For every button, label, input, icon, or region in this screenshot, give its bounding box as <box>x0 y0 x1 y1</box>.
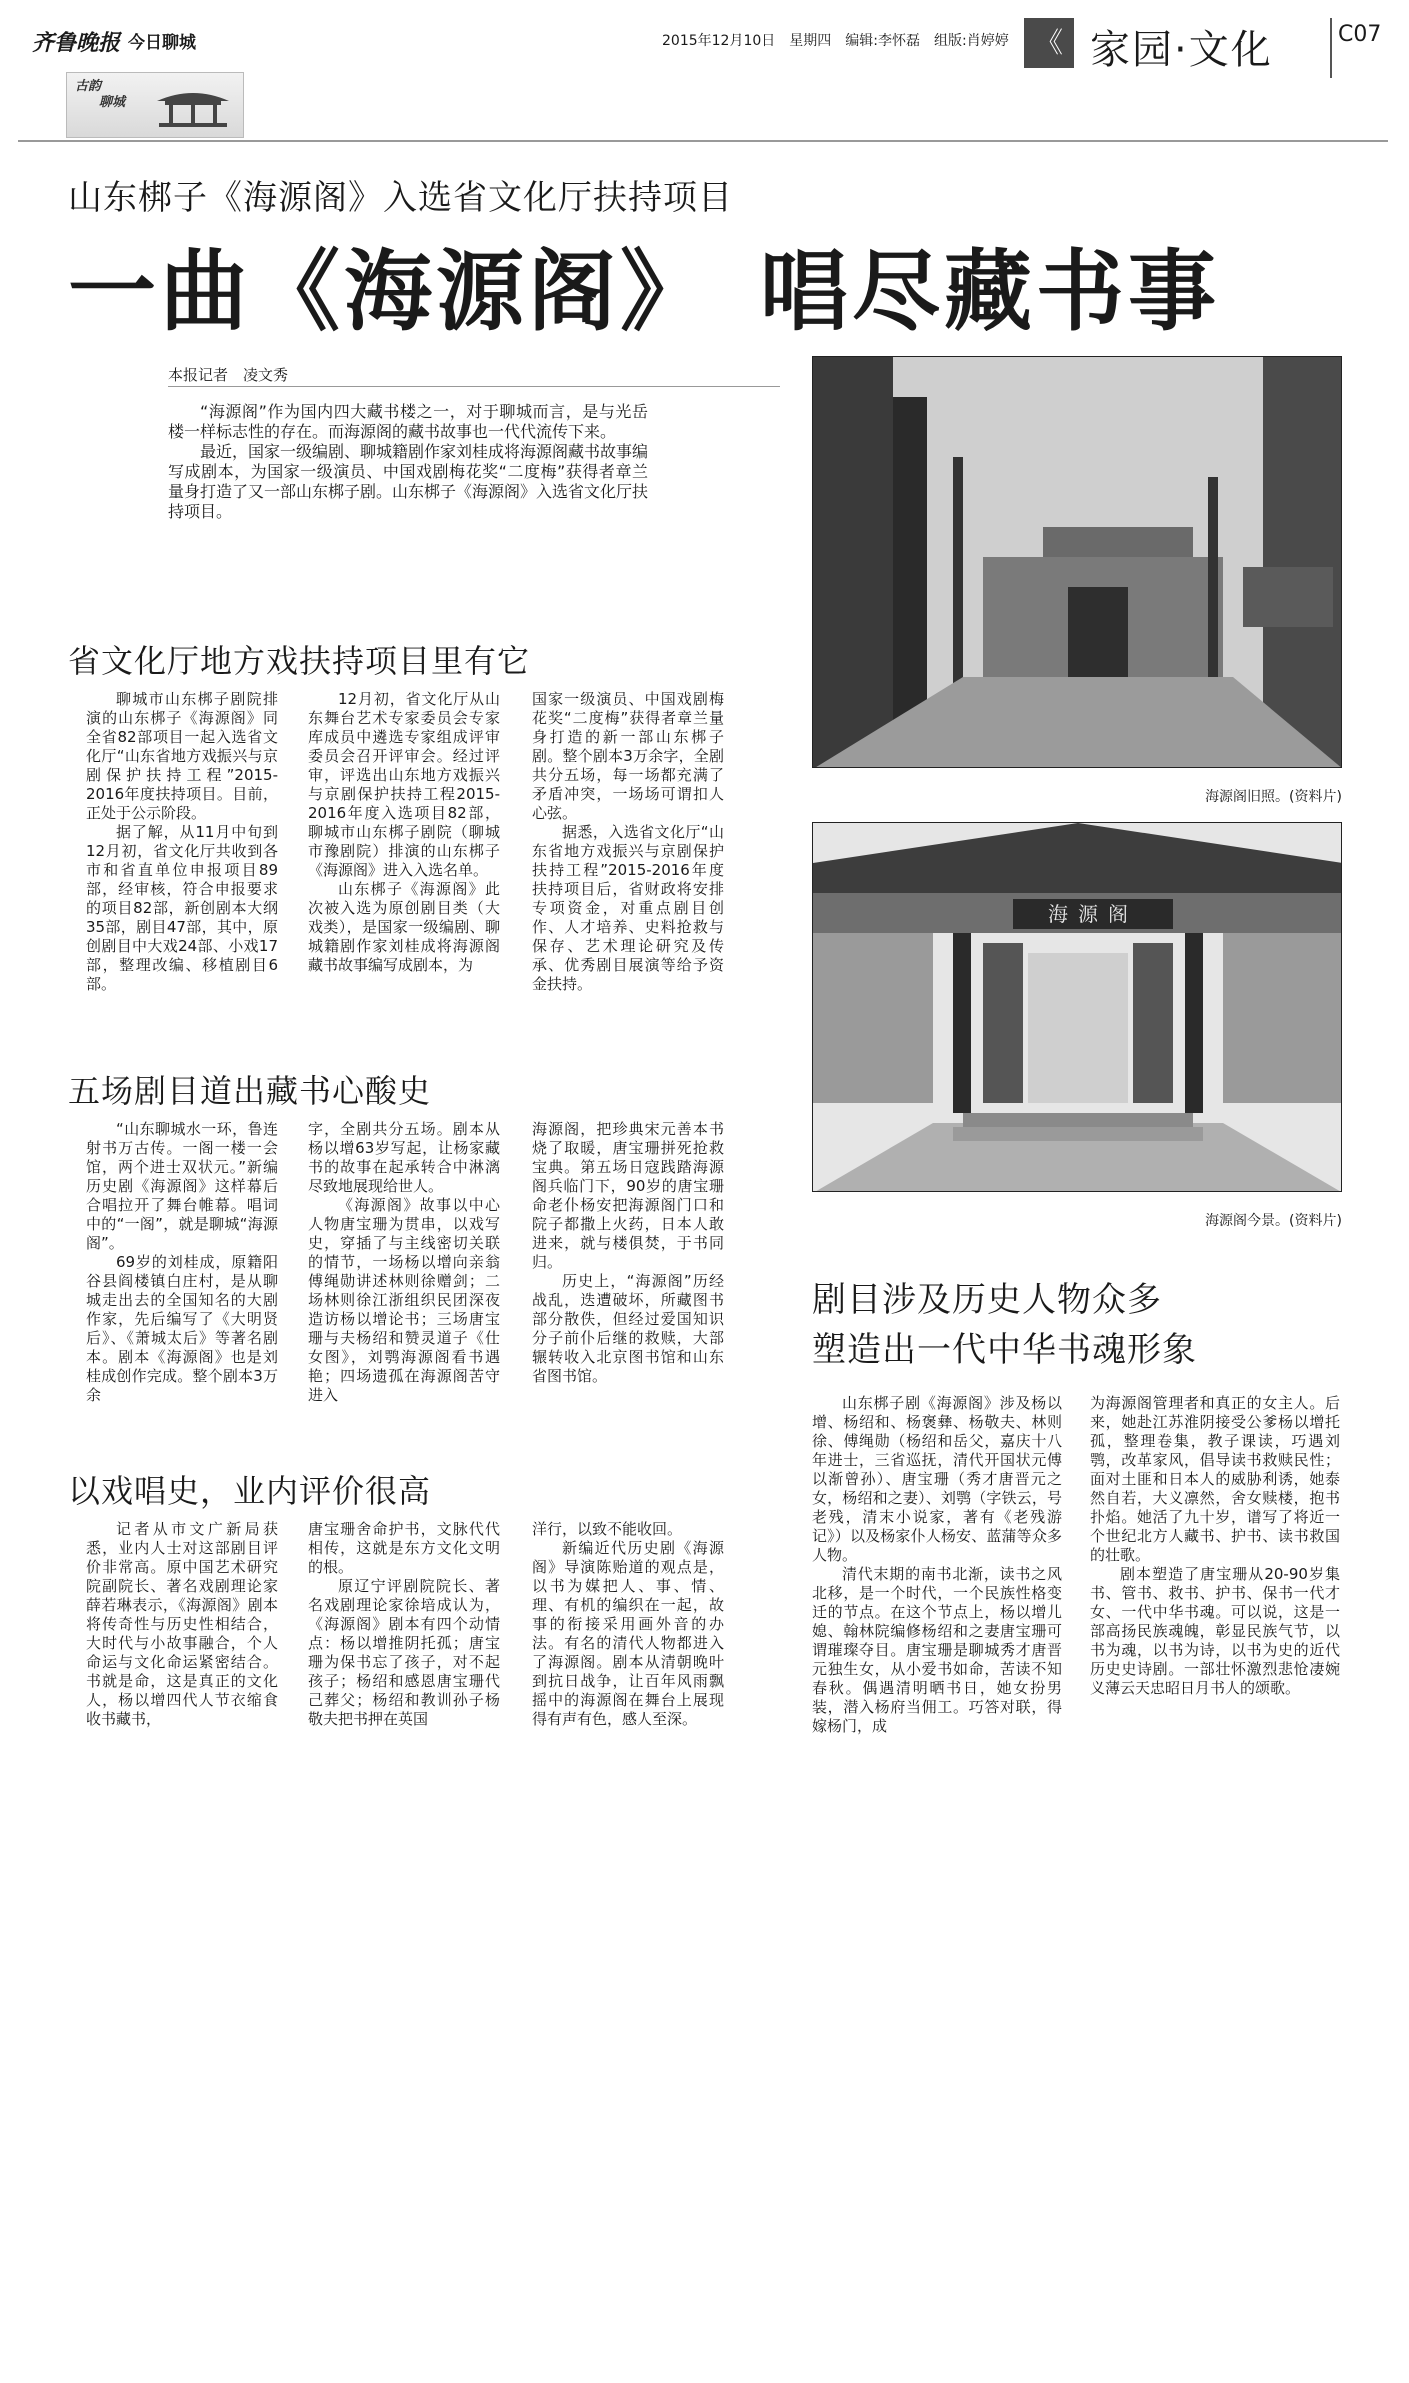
newspaper-name: 齐鲁晚报 <box>32 30 121 56</box>
lead-paragraphs <box>168 402 648 522</box>
photo-new-drawing <box>813 823 1342 1192</box>
section1-col2: 12月初，省文化厅从山东舞台艺术专家委员会专家库成员中遴选专家组成评审委员会召开评审会。经过评审，评选出山东地方戏振兴与京剧保护扶持工程2015-2016年度入选项目82部，聊城市山东梆子剧院（聊城市豫剧院）排演的山东梆子《海源阁》进入入选名单。 山东梆子《海源阁》此次被入选为原创剧目类（大戏类），是国家一级编剧、聊城籍剧作家刘桂成将海源阁藏书故事编写成剧本，为 <box>308 690 500 974</box>
byline-rule <box>168 386 780 387</box>
pavilion-icon <box>153 83 233 131</box>
plaque-text: 海源阁 <box>1048 902 1138 926</box>
divider <box>1330 18 1332 78</box>
photo-old-haiyuange <box>812 356 1342 768</box>
subhead-4-line1: 剧目涉及历史人物众多 <box>812 1280 1162 1320</box>
byline: 本报记者 凌文秀 <box>168 366 289 384</box>
column-logo <box>66 72 244 138</box>
section2-col3: 海源阁，把珍典宋元善本书烧了取暖，唐宝珊拼死抢救宝典。第五场日寇践踏海源阁兵临门下，90岁的唐宝珊命老仆杨安把海源阁门口和院子都撒上火药，日本人敢进来，就与楼俱焚，于书同归。 历史上，“海源阁”历经战乱，迭遭破坏，所藏图书部分散佚，但经过爱国知识分子前仆后继的救赎，大部辗转收入北京图书馆和山东省图书馆。 <box>532 1120 724 1385</box>
section3-col3: 洋行，以致不能收回。 新编近代历史剧《海源阁》导演陈贻道的观点是，以书为媒把人、事、情、理、有机的编织在一起，故事的衔接采用画外音的办法。有名的清代人物都进入了海源阁。剧本从清朝晚叶到抗日战争，让百年风雨飘摇中的海源阁在舞台上展现得有声有色，感人至深。 <box>532 1520 724 1728</box>
issue-meta: 2015年12月10日 星期四 编辑:李怀磊 组版:肖婷婷 <box>662 33 1009 49</box>
caption-old-photo: 海源阁旧照。(资料片) <box>1205 789 1342 805</box>
section1-col1: 聊城市山东梆子剧院排演的山东梆子《海源阁》同全省82部项目一起入选省文化厅“山东省地方戏振兴与京剧保护扶持工程”2015-2016年度扶持项目。目前，正处于公示阶段。 据了解，从11月中旬到12月初，省文化厅共收到各市和省直单位申报项目89部，经审核，符合申报要求的项目82部，新创剧本大纲35部，剧目47部，其中，原创剧目中大戏24部、小戏17部，整理改编、移植剧目6部。 <box>86 690 278 993</box>
subhead-1: 省文化厅地方戏扶持项目里有它 <box>68 642 531 680</box>
photo-old-drawing <box>813 357 1342 768</box>
section3-col1: 记者从市文广新局获悉，业内人士对这部剧目评价非常高。原中国艺术研究院副院长、著名戏剧理论家薛若琳表示，《海源阁》剧本将传奇性与历史性相结合，大时代与小故事融合，个人命运与文化命运紧密结合。书就是命，这是真正的文化人，杨以增四代人节衣缩食收书藏书， <box>86 1520 278 1728</box>
page-number: C07 <box>1338 22 1382 47</box>
logo-text: 古韵 聊城 <box>75 79 126 110</box>
page-title: 家园·文化 <box>1090 27 1273 73</box>
chevron-left-icon: 《 <box>1024 18 1074 68</box>
section-name: 今日聊城 <box>128 33 196 53</box>
caption-new-photo: 海源阁今景。(资料片) <box>1205 1213 1342 1229</box>
photo-new-haiyuange <box>812 822 1342 1192</box>
article-kicker: 山东梆子《海源阁》入选省文化厅扶持项目 <box>68 178 733 218</box>
subhead-2: 五场剧目道出藏书心酸史 <box>68 1072 432 1110</box>
section2-col2: 字，全剧共分五场。剧本从杨以增63岁写起，让杨家藏书的故事在起承转合中淋漓尽致地展现给世人。 《海源阁》故事以中心人物唐宝珊为贯串，以戏写史，穿插了与主线密切关联的情节，一场杨以增向亲翁傅绳勋讲述林则徐赠剑；二场林则徐江浙组织民团深夜造访杨以增论书；三场唐宝珊与夫杨绍和赞灵道子《仕女图》，刘鹗海源阁看书遇艳；四场遗孤在海源阁苦守进入 <box>308 1120 500 1404</box>
header-rule <box>18 140 1388 142</box>
subhead-3: 以戏唱史，业内评价很高 <box>68 1472 432 1510</box>
lead-paragraph: “海源阁”作为国内四大藏书楼之一，对于聊城而言，是与光岳楼一样标志性的存在。而海源阁的藏书故事也一代代流传下来。 <box>168 402 648 441</box>
section1-col3: 国家一级演员、中国戏剧梅花奖“二度梅”获得者章兰量身打造的新一部山东梆子剧。整个剧本3万余字，全剧共分五场，每一场都充满了矛盾冲突，一场场可谓扣人心弦。 据悉，入选省文化厅“山东省地方戏振兴与京剧保护扶持工程”2015-2016年度扶持项目后，省财政将安排专项资金，对重点剧目创作、人才培养、史料抢救与保存、艺术理论研究及传承、优秀剧目展演等给予资金扶持。 <box>532 690 724 993</box>
section3-col2: 唐宝珊舍命护书，文脉代代相传，这就是东方文化文明的根。 原辽宁评剧院院长、著名戏剧理论家徐培成认为，《海源阁》剧本有四个动情点：杨以增推阴托孤；唐宝珊为保书忘了孩子，对不起孩子；杨绍和感恩唐宝珊代己葬父；杨绍和教训孙子杨敬夫把书押在英国 <box>308 1520 500 1728</box>
section4-col1: 山东梆子剧《海源阁》涉及杨以增、杨绍和、杨褒彝、杨敬夫、林则徐、傅绳勋（杨绍和岳父，嘉庆十八年进士，三省巡抚，清代开国状元傅以渐曾孙）、唐宝珊（秀才唐晋元之女，杨绍和之妻）、刘鹗（字铁云，号老残，清末小说家，著有《老残游记》）以及杨家仆人杨安、蓝蒲等众多人物。 清代末期的南书北渐，读书之风北移，是一个时代，一个民族性格变迁的节点。在这个节点上，杨以增儿媳、翰林院编修杨绍和之妻唐宝珊可谓璀璨夺目。唐宝珊是聊城秀才唐晋元独生女，从小爱书如命，苦读不知春秋。偶遇清明晒书日，她女扮男装，潜入杨府当佣工。巧答对联，得嫁杨门，成 <box>812 1394 1062 1735</box>
subhead-4-line2: 塑造出一代中华书魂形象 <box>812 1330 1197 1370</box>
article-headline: 一曲《海源阁》 唱尽藏书事 <box>68 240 1221 343</box>
lead-paragraph: 最近，国家一级编剧、聊城籍剧作家刘桂成将海源阁藏书故事编写成剧本，为国家一级演员、中国戏剧梅花奖“二度梅”获得者章兰量身打造了又一部山东梆子剧。山东梆子《海源阁》入选省文化厅扶持项目。 <box>168 442 649 521</box>
section2-col1: “山东聊城水一环，鲁连射书万古传。一阁一楼一会馆，两个进士双状元。”新编历史剧《海源阁》这样幕后合唱拉开了舞台帷幕。唱词中的“一阁”，就是聊城“海源阁”。 69岁的刘桂成，原籍阳谷县阎楼镇白庄村，是从聊城走出去的全国知名的大剧作家，先后编写了《大明贤后》、《萧城太后》等著名剧本。剧本《海源阁》也是刘桂成创作完成。整个剧本3万余 <box>86 1120 278 1404</box>
section4-col2: 为海源阁管理者和真正的女主人。后来，她赴江苏淮阴接受公爹杨以增托孤，整理卷集，教子课读，巧遇刘鹗，改革家风，倡导读书救赎民性；面对土匪和日本人的威胁利诱，她泰然自若，大义凛然，舍女赎楼，抱书扑焰。她活了九十岁，谱写了将近一个世纪北方人藏书、护书、读书救国的壮歌。 剧本塑造了唐宝珊从20-90岁集书、管书、救书、护书、保书一代才女、一代中华书魂。可以说，这是一部高扬民族魂魄，彰显民族气节，以书为魂，以书为诗，以书为史的近代历史史诗剧。一部壮怀激烈悲怆凄婉义薄云天忠昭日月书人的颂歌。 <box>1090 1394 1340 1697</box>
